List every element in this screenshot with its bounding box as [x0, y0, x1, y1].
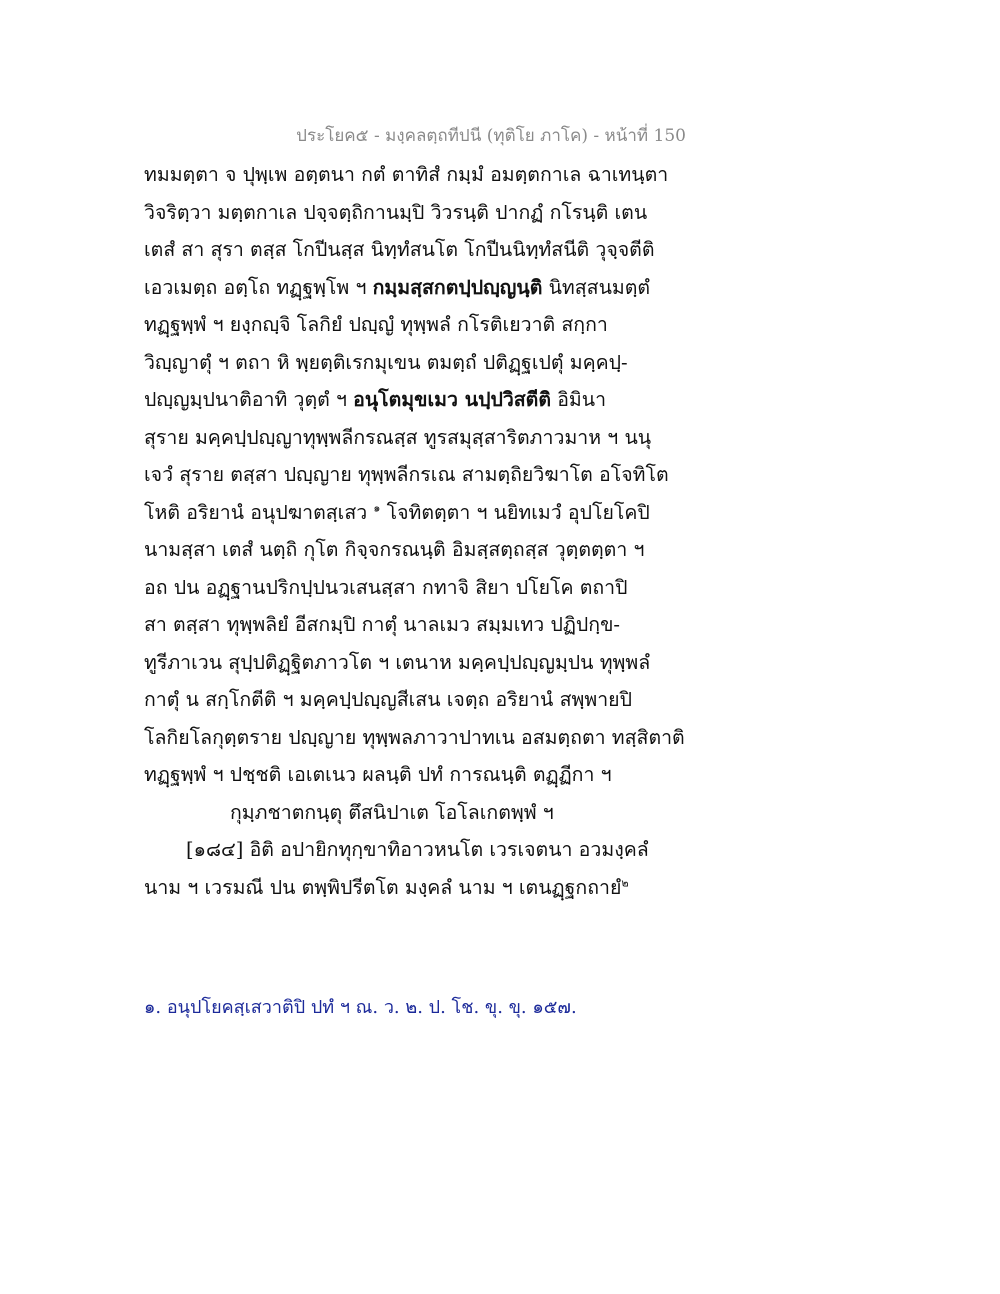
footnote-marker[interactable]: ๒ — [621, 876, 629, 889]
text-line: ทมมตฺตา จ ปุพฺเพ อตฺตนา กตํ ตาทิสํ กมฺมํ อมตฺตกาเล ฉาเทนฺตา — [144, 163, 669, 186]
body-text — [144, 156, 704, 906]
text-line: นาม ฯ เวรมณี ปน ตพฺพิปรีตโต มงฺคลํ นาม ฯ เตนฏฺฐกถายํ$^๒$ — [144, 875, 629, 899]
text-line: อถ ปน อฏฺฐานปริกปฺปนวเสนสฺสา กทาจิ สิยา ปโยโค ตถาปิ — [144, 575, 628, 599]
text-line: เจวํ สุราย ตสฺสา ปญฺญาย ทุพฺพลีกรเณ สามตฺถิยวิฆาโต อโจทิโต — [144, 463, 669, 486]
page-header: ประโยค๕ - มงฺคลตฺถทีปนี (ทุติโย ภาโค) - หน้าที่ 150 — [296, 126, 686, 146]
text-line: ทฏฺฐพฺพํ ฯ ยงฺกญฺจิ โลกิยํ ปญฺญํ ทุพฺพลํ กโรติเยวาติ สกฺกา — [144, 313, 608, 336]
text-line: กาตุํ น สกฺโกตีติ ฯ มคฺคปฺปญฺญสีเสน เจตฺถ อริยานํ สพฺพายปิ — [144, 688, 632, 711]
text-line: ทฏฺฐพฺพํ ฯ ปชฺชติ เอเตเนว ผลนฺติ ปทํ การณนฺติ ตฏฺฏีกา ฯ — [144, 763, 612, 786]
text-line: ทูรีภาเวน สุปฺปติฏฺฐิตภาวโต ฯ เตนาห มคฺคปฺปญฺญมฺปน ทุพฺพลํ — [144, 650, 651, 674]
text-line: โลกิยโลกุตฺตราย ปญฺญาย ทุพฺพลภาวาปาทเน อสมตฺถตา ทสฺสิตาติ — [144, 725, 685, 749]
bold-term: กมฺมสฺสกตปฺปญฺญนฺติ — [372, 275, 543, 299]
text-line: สา ตสฺสา ทุพฺพลิยํ อีสกมฺปิ กาตุํ นาลเมว สมฺมเทว ปฏิปกฺข- — [144, 613, 621, 636]
text-line: สุราย มคฺคปฺปญฺญาทุพฺพลีกรณสฺส ทูรสมุสฺสาริตภาวมาห ฯ นนุ — [144, 425, 652, 449]
text-line: วิญฺญาตุํ ฯ ตถา หิ พฺยตฺติเรกมุเขน ตมตฺถํ ปติฏฺฐเปตุํ มคฺคปฺ- — [144, 350, 628, 374]
verse-line: กุมฺภชาตกนฺตุ ตึสนิปาเต โอโลเกตพฺพํ ฯ — [230, 800, 554, 824]
text-line: เอวเมตฺถ อตฺโถ ทฏฺฐพฺโพ ฯ กมฺมสฺสกตปฺปญฺญนฺติ นิทสฺสนมตฺตํ — [144, 275, 651, 299]
footnote: ๑. อนุปโยคสฺเสวาติปิ ปทํ ฯ ณ. ว. ๒. ป. โช. ขุ. ขุ. ๑๕๗. — [144, 997, 577, 1018]
text-line: ปญฺญมฺปนาติอาทิ วุตฺตํ ฯ อนุโตมุขเมว นปฺปวิสตีติ อิมินา — [144, 388, 607, 411]
footnote-marker[interactable]: ๑ — [373, 501, 381, 514]
text-line: วิจริตฺวา มตฺตกาเล ปจฺจตฺถิกานมฺปิ วิวรนฺติ ปากฏํ กโรนฺติ เตน — [144, 200, 648, 224]
text-line: โหติ อริยานํ อนุปฆาตสฺเสว $^๑$ โจทิตตฺตา ฯ นยิทเมวํ อุปโยโคปิ — [144, 500, 650, 524]
text-line: เตสํ สา สุรา ตสฺส โกปีนสฺส นิทฺทํสนโต โกปีนนิทฺทํสนีติ วุจฺจตีติ — [144, 238, 655, 261]
bold-term: อนุโตมุขเมว นปฺปวิสตีติ — [353, 388, 552, 411]
paragraph-start-line: [๑๘๔] อิติ อปายิกทุกฺขาทิอาวหนโต เวรเจตนา อวมงฺคลํ — [186, 838, 649, 861]
text-line: นามสฺสา เตสํ นตฺถิ กุโต กิจฺจกรณนฺติ อิมสฺสตฺถสฺส วุตฺตตฺตา ฯ — [144, 538, 645, 561]
